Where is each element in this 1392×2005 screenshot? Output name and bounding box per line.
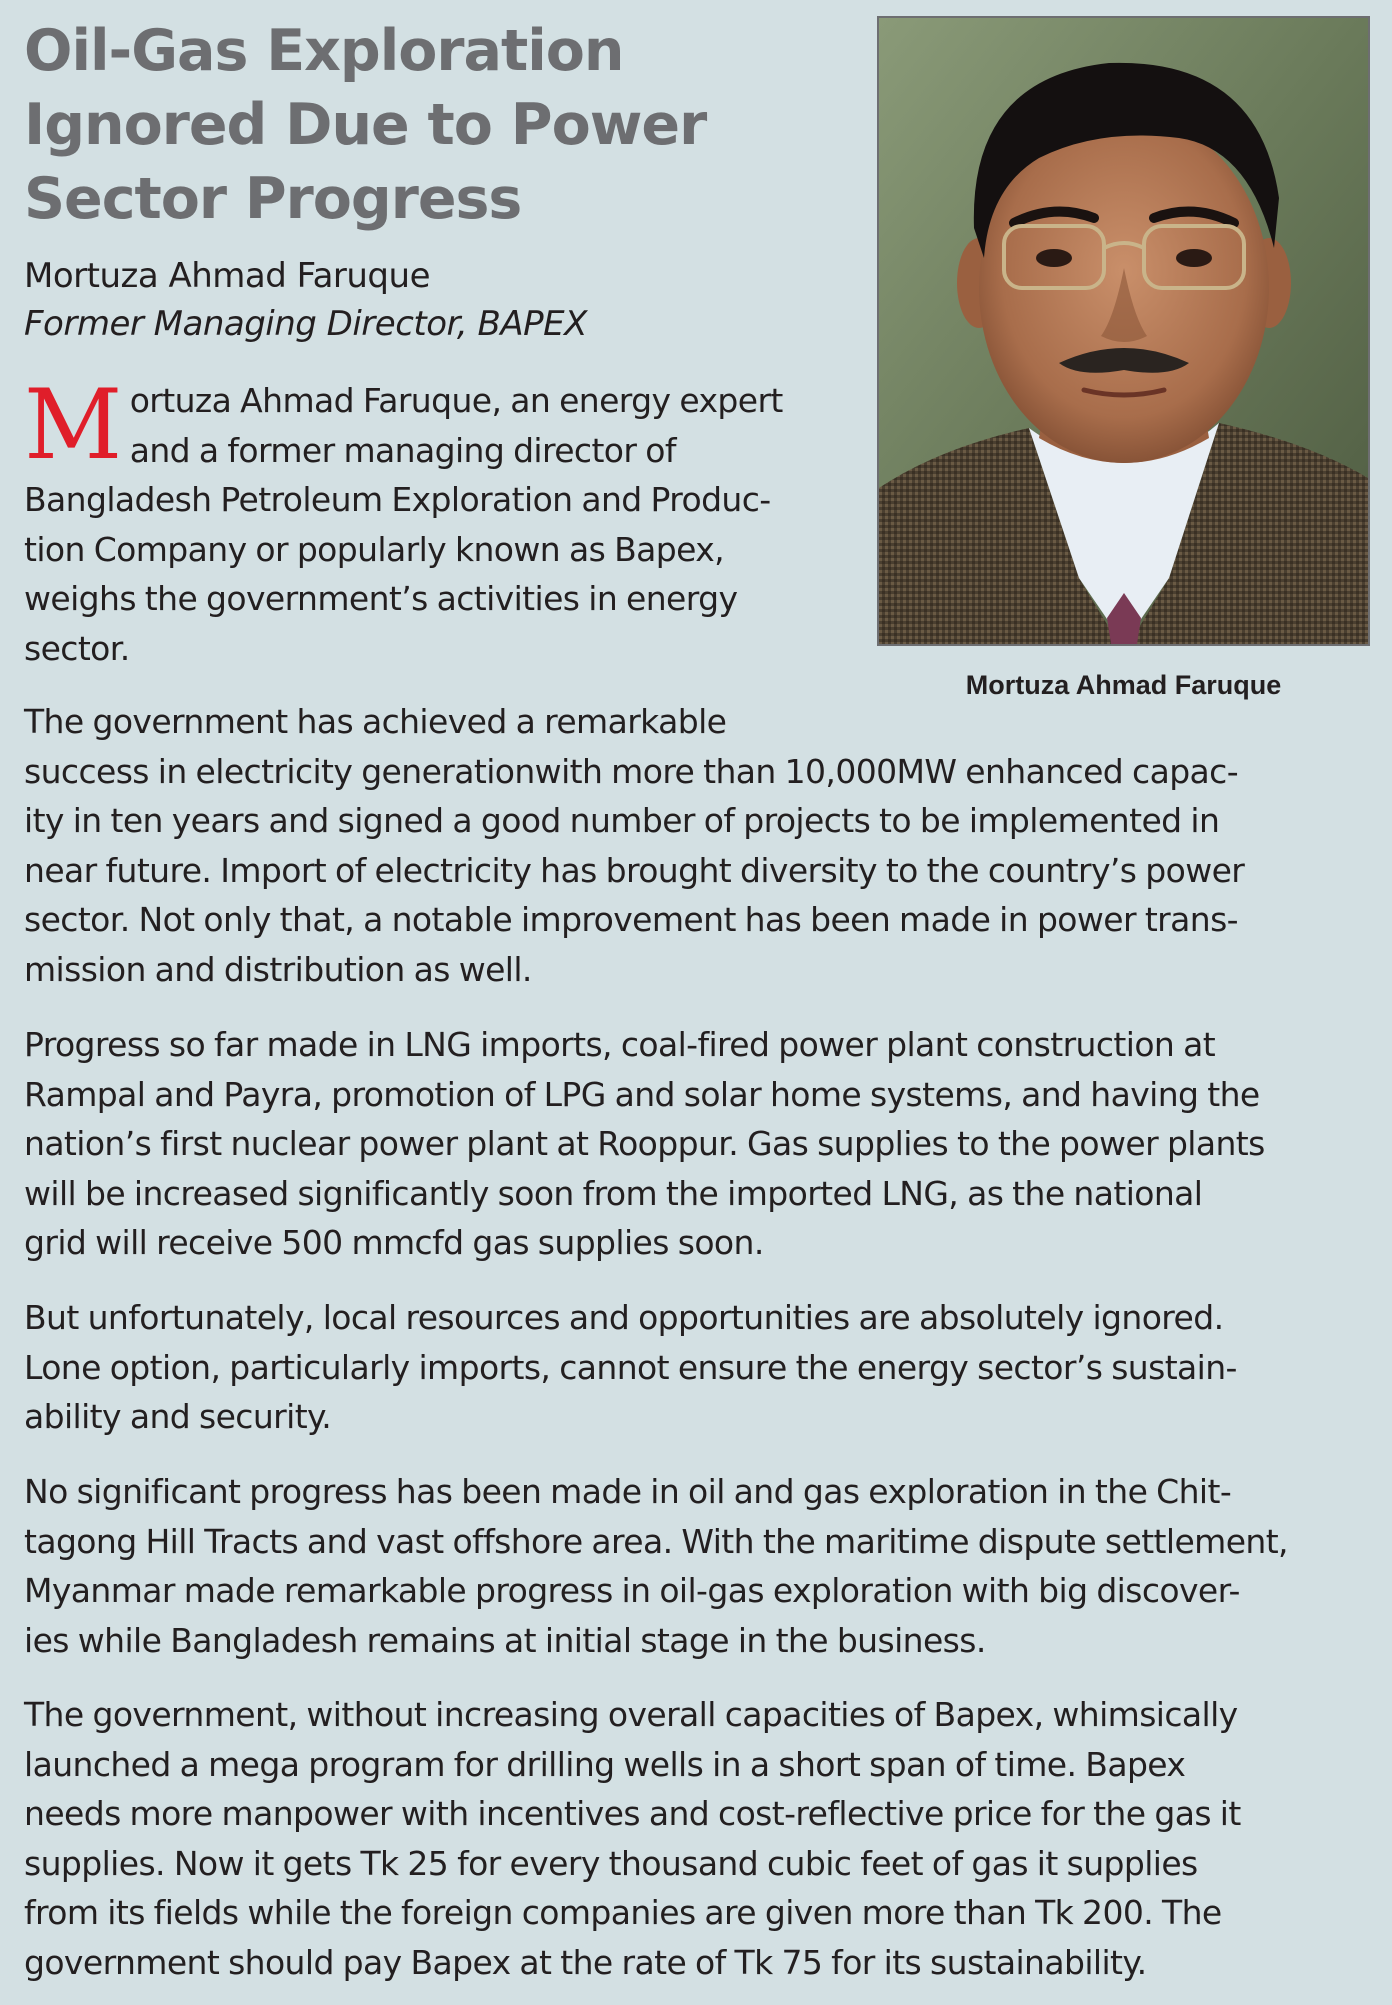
paragraph-line: tagong Hill Tracts and vast offshore area. With the maritime dispute settlement, [24, 1521, 1288, 1561]
paragraph-line: near future. Import of electricity has brought diversity to the country’s power [24, 850, 1245, 890]
paragraph-line: Rampal and Payra, promotion of LPG and solar home systems, and having the [24, 1074, 1260, 1114]
headline-line: Ignored Due to Power [24, 92, 707, 158]
body-paragraph [24, 1020, 1369, 1268]
body-paragraph [24, 1467, 1369, 1665]
headline-line: Oil-Gas Exploration [24, 18, 624, 84]
author-photo [877, 16, 1370, 646]
intro-line: tion Company or popularly known as Bapex, [24, 529, 725, 569]
paragraph-line: The government has achieved a remarkable [24, 702, 727, 741]
paragraph-line: ity in ten years and signed a good number of projects to be implemented in [24, 801, 1220, 840]
intro-line: ortuza Ahmad Faruque, an energy expert [129, 381, 783, 420]
headline [24, 14, 864, 236]
paragraph-line: needs more manpower with incentives and cost-reflective price for the gas it [24, 1794, 1241, 1833]
intro-line: Bangladesh Petroleum Exploration and Produc- [24, 480, 771, 519]
paragraph-line: grid will receive 500 mmcfd gas supplies soon. [24, 1223, 764, 1262]
paragraph-line: ies while Bangladesh remains at initial stage in the business. [24, 1620, 986, 1660]
body-paragraph [24, 697, 1369, 994]
paragraph-line: nation’s first nuclear power plant at Rooppur. Gas supplies to the power plants [24, 1124, 1265, 1163]
intro-line: and a former managing director of [129, 430, 676, 470]
paragraph-line: ability and security. [24, 1397, 332, 1436]
photo-caption: Mortuza Ahmad Faruque [965, 670, 1282, 700]
paragraph-line: launched a mega program for drilling wells in a short span of time. Bapex [24, 1744, 1186, 1784]
paragraph-line: supplies. Now it gets Tk 25 for every thousand cubic feet of gas it supplies [24, 1843, 1198, 1883]
body-paragraph [24, 1293, 1369, 1442]
paragraph-line: Myanmar made remarkable progress in oil-gas exploration with big discover- [24, 1571, 1240, 1610]
author-role: Former Managing Director, BAPEX [24, 304, 587, 344]
paragraph-line: success in electricity generationwith more than 10,000MW enhanced capac- [24, 751, 1239, 791]
portrait-illustration [879, 18, 1368, 644]
paragraph-line: Progress so far made in LNG imports, coal-fired power plant construction at [24, 1025, 1216, 1064]
paragraph-line: sector. Not only that, a notable improvement has been made in power trans- [24, 900, 1238, 939]
drop-cap: M [24, 369, 122, 481]
headline-line: Sector Progress [24, 166, 522, 232]
intro-paragraph [24, 369, 844, 673]
paragraph-line: No significant progress has been made in oil and gas exploration in the Chit- [24, 1472, 1232, 1511]
intro-line: sector. [24, 628, 130, 668]
paragraph-line: government should pay Bapex at the rate of Tk 75 for its sustainability. [24, 1942, 1147, 1982]
paragraph-line: But unfortunately, local resources and opportunities are absolutely ignored. [24, 1298, 1224, 1337]
paragraph-line: from its fields while the foreign companies are given more than Tk 200. The [24, 1893, 1222, 1932]
paragraph-line: The government, without increasing overall capacities of Bapex, whimsically [24, 1695, 1238, 1734]
paragraph-line: Lone option, particularly imports, cannot ensure the energy sector’s sustain- [24, 1347, 1237, 1387]
paragraph-line: mission and distribution as well. [24, 949, 532, 989]
intro-line: weighs the government’s activities in energy [24, 579, 738, 618]
body-paragraph [24, 1690, 1369, 1987]
author-name: Mortuza Ahmad Faruque [24, 256, 430, 296]
paragraph-line: will be increased significantly soon from the imported LNG, as the national [24, 1173, 1203, 1213]
